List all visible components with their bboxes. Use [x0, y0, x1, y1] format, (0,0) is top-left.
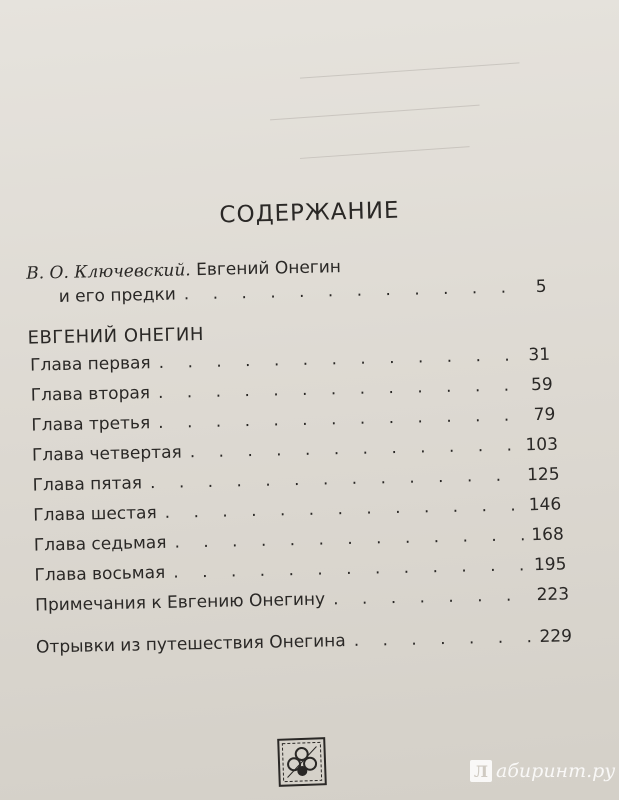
page-number: 59: [530, 374, 553, 396]
toc-entry[interactable]: [34, 554, 566, 585]
leader-dots: [174, 527, 523, 551]
watermark-logo: [470, 760, 615, 782]
page-number: 168: [531, 524, 565, 546]
leader-dots: [165, 497, 521, 521]
leader-dots: [333, 587, 529, 608]
toc-entry-label: Глава шестая: [33, 503, 157, 526]
ornament-icon: [276, 736, 328, 788]
essay-author: В. О. Ключевский.: [26, 260, 191, 284]
page-number: 79: [533, 404, 556, 426]
watermark-text: абиринт.ру: [496, 760, 616, 782]
page-number: 223: [536, 584, 570, 606]
toc-entry[interactable]: [31, 405, 555, 436]
essay-title: Евгений Онегин: [195, 257, 342, 281]
toc-entry-label: Глава пятая: [32, 473, 143, 496]
toc-entry-label: Глава третья: [31, 413, 151, 436]
toc-entry-label: Глава четвертая: [31, 442, 182, 466]
leader-dots: [150, 467, 519, 492]
page-number: 146: [528, 494, 562, 516]
watermark-badge: Л: [470, 760, 492, 782]
essay-title-cont: и его предки: [58, 284, 177, 308]
leader-dots: [158, 407, 521, 432]
toc-entry-label: Отрывки из путешествия Онегина: [35, 631, 346, 658]
toc-entry-label: Глава первая: [29, 353, 151, 376]
toc-entry[interactable]: [36, 626, 572, 657]
toc-entry[interactable]: [35, 584, 569, 615]
page-number: 195: [533, 554, 567, 576]
toc-entry[interactable]: [32, 435, 558, 466]
bleed-through-text: [300, 146, 470, 165]
toc-entry-label: Глава вторая: [30, 383, 151, 406]
page-number: 31: [528, 344, 551, 366]
essay-entry-line1: [26, 257, 341, 284]
page-number: 229: [539, 626, 573, 648]
page-number: 5: [535, 276, 547, 298]
leader-dots: [158, 377, 519, 402]
section-title: ЕВГЕНИЙ ОНЕГИН: [27, 323, 205, 349]
toc-entry[interactable]: [32, 465, 559, 496]
page-title: СОДЕРЖАНИЕ: [219, 197, 400, 229]
toc-entry[interactable]: [34, 524, 564, 555]
toc-entry[interactable]: [31, 375, 553, 406]
bleed-through-text: [270, 105, 480, 127]
bleed-through-text: [300, 62, 520, 86]
page-number: 125: [526, 464, 560, 486]
toc-entry[interactable]: [33, 495, 561, 526]
leader-dots: [190, 437, 518, 461]
toc-entry-label: Глава восьмая: [34, 562, 166, 586]
leader-dots: [354, 629, 532, 650]
leader-dots: [173, 557, 526, 581]
page-number: 103: [525, 434, 559, 456]
toc-entry[interactable]: [30, 345, 550, 376]
toc-entry-label: Глава седьмая: [33, 532, 167, 556]
toc-entry-label: Примечания к Евгению Онегину: [34, 589, 326, 616]
leader-dots: [159, 347, 517, 371]
leader-dots: [184, 280, 513, 304]
